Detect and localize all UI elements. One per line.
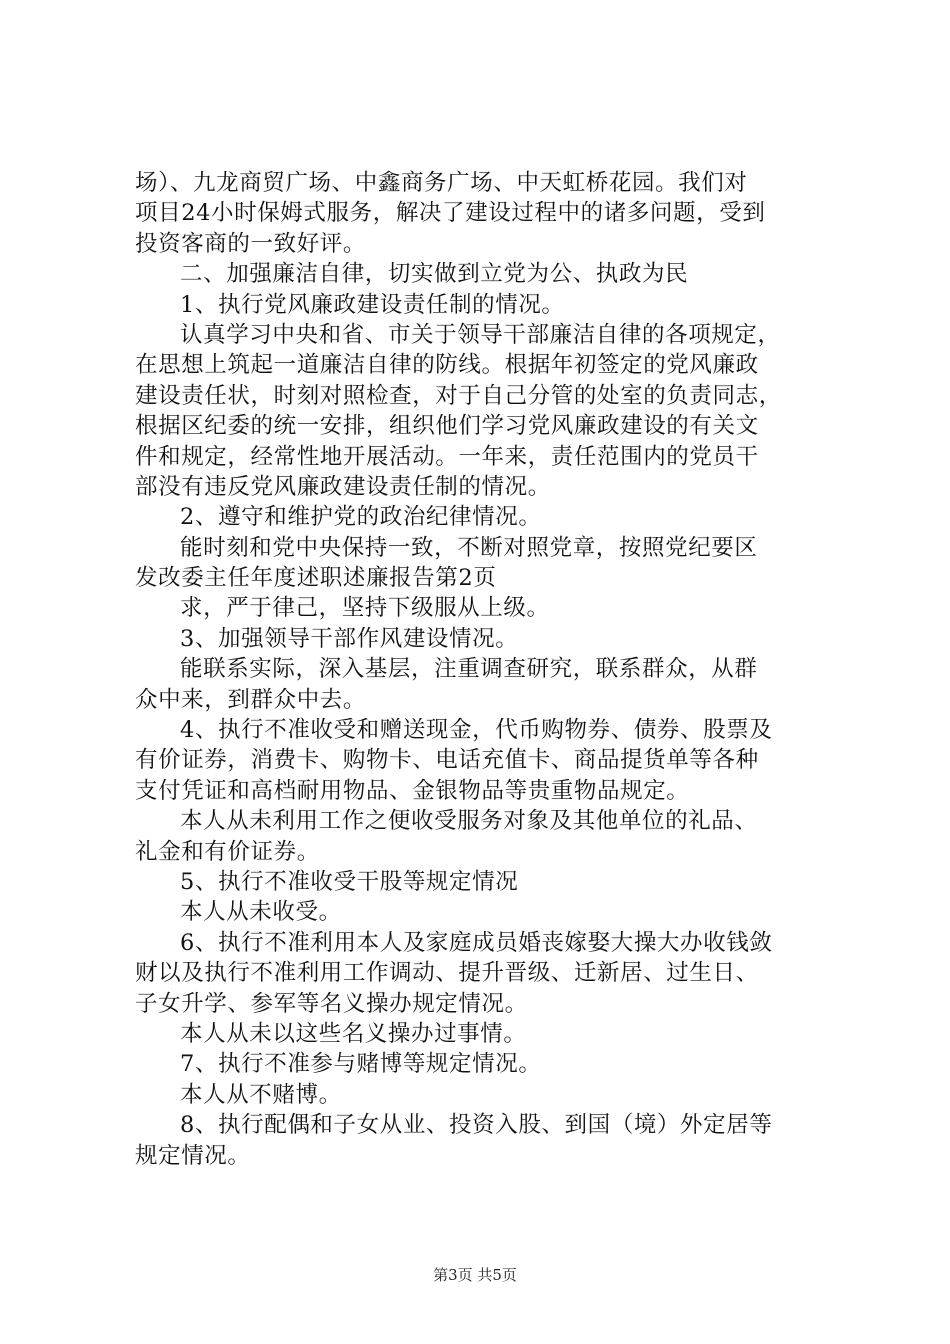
text-line: 本人从未收受。 (180, 899, 342, 926)
text-line: 能联系实际，深入基层，注重调查研究，联系群众，从群 (180, 656, 758, 683)
text-line: 建设责任状，时刻对照检查，对于自己分管的处室的负责同志， (135, 382, 782, 409)
text-line: 2、遵守和维护党的政治纪律情况。 (180, 504, 542, 531)
text-line: 场）、九龙商贸广场、中鑫商务广场、中天虹桥花园。我们对 (135, 170, 748, 196)
text-line: 根据区纪委的统一安排，组织他们学习党风廉政建设的有关文 (135, 413, 759, 440)
text-line: 子女升学、参军等名义操办规定情况。 (135, 990, 528, 1017)
text-line: 5、执行不准收受干股等规定情况 (180, 868, 519, 895)
text-line: 项目24小时保姆式服务，解决了建设过程中的诸多问题，受到 (135, 200, 766, 227)
text-line: 在思想上筑起一道廉洁自律的防线。根据年初签定的党风廉政 (135, 352, 759, 379)
text-line: 发改委主任年度述职述廉报告第2页 (135, 565, 497, 592)
text-line: 本人从不赌博。 (180, 1081, 342, 1108)
text-line: 7、执行不准参与赌博等规定情况。 (180, 1051, 542, 1078)
text-line: 本人从未利用工作之便收受服务对象及其他单位的礼品、 (180, 808, 758, 835)
page-footer: 第3页 共5页 (433, 1266, 517, 1284)
text-line: 部没有违反党风廉政建设责任制的情况。 (135, 473, 551, 500)
text-line: 1、执行党风廉政建设责任制的情况。 (180, 291, 565, 318)
text-line: 6、执行不准利用本人及家庭成员婚丧嫁娶大操大办收钱敛 (180, 929, 773, 956)
text-line: 8、执行配偶和子女从业、投资入股、到国（境）外定居等 (180, 1112, 773, 1139)
text-line: 4、执行不准收受和赠送现金，代币购物券、债券、股票及 (180, 717, 773, 744)
text-line: 件和规定，经常性地开展活动。一年来，责任范围内的党员干 (135, 443, 759, 470)
text-line: 礼金和有价证券。 (135, 838, 320, 865)
text-line: 规定情况。 (135, 1142, 251, 1169)
text-line: 本人从未以这些名义操办过事情。 (180, 1020, 527, 1047)
document-body (135, 168, 835, 1171)
text-line: 二、加强廉洁自律，切实做到立党为公、执政为民 (180, 261, 689, 288)
text-line: 支付凭证和高档耐用物品、金银物品等贵重物品规定。 (135, 777, 690, 804)
text-line: 有价证券，消费卡、购物卡、电话充值卡、商品提货单等各种 (135, 747, 759, 774)
text-line: 能时刻和党中央保持一致，不断对照党章，按照党纪要区 (180, 534, 758, 561)
text-line: 3、加强领导干部作风建设情况。 (180, 625, 519, 652)
text-line: 认真学习中央和省、市关于领导干部廉洁自律的各项规定， (180, 321, 781, 348)
text-line: 财以及执行不准利用工作调动、提升晋级、迁新居、过生日、 (135, 960, 759, 987)
text-line: 求，严于律己，坚持下级服从上级。 (180, 595, 550, 622)
text-line: 众中来，到群众中去。 (135, 686, 367, 713)
text-line: 投资客商的一致好评。 (135, 230, 367, 257)
